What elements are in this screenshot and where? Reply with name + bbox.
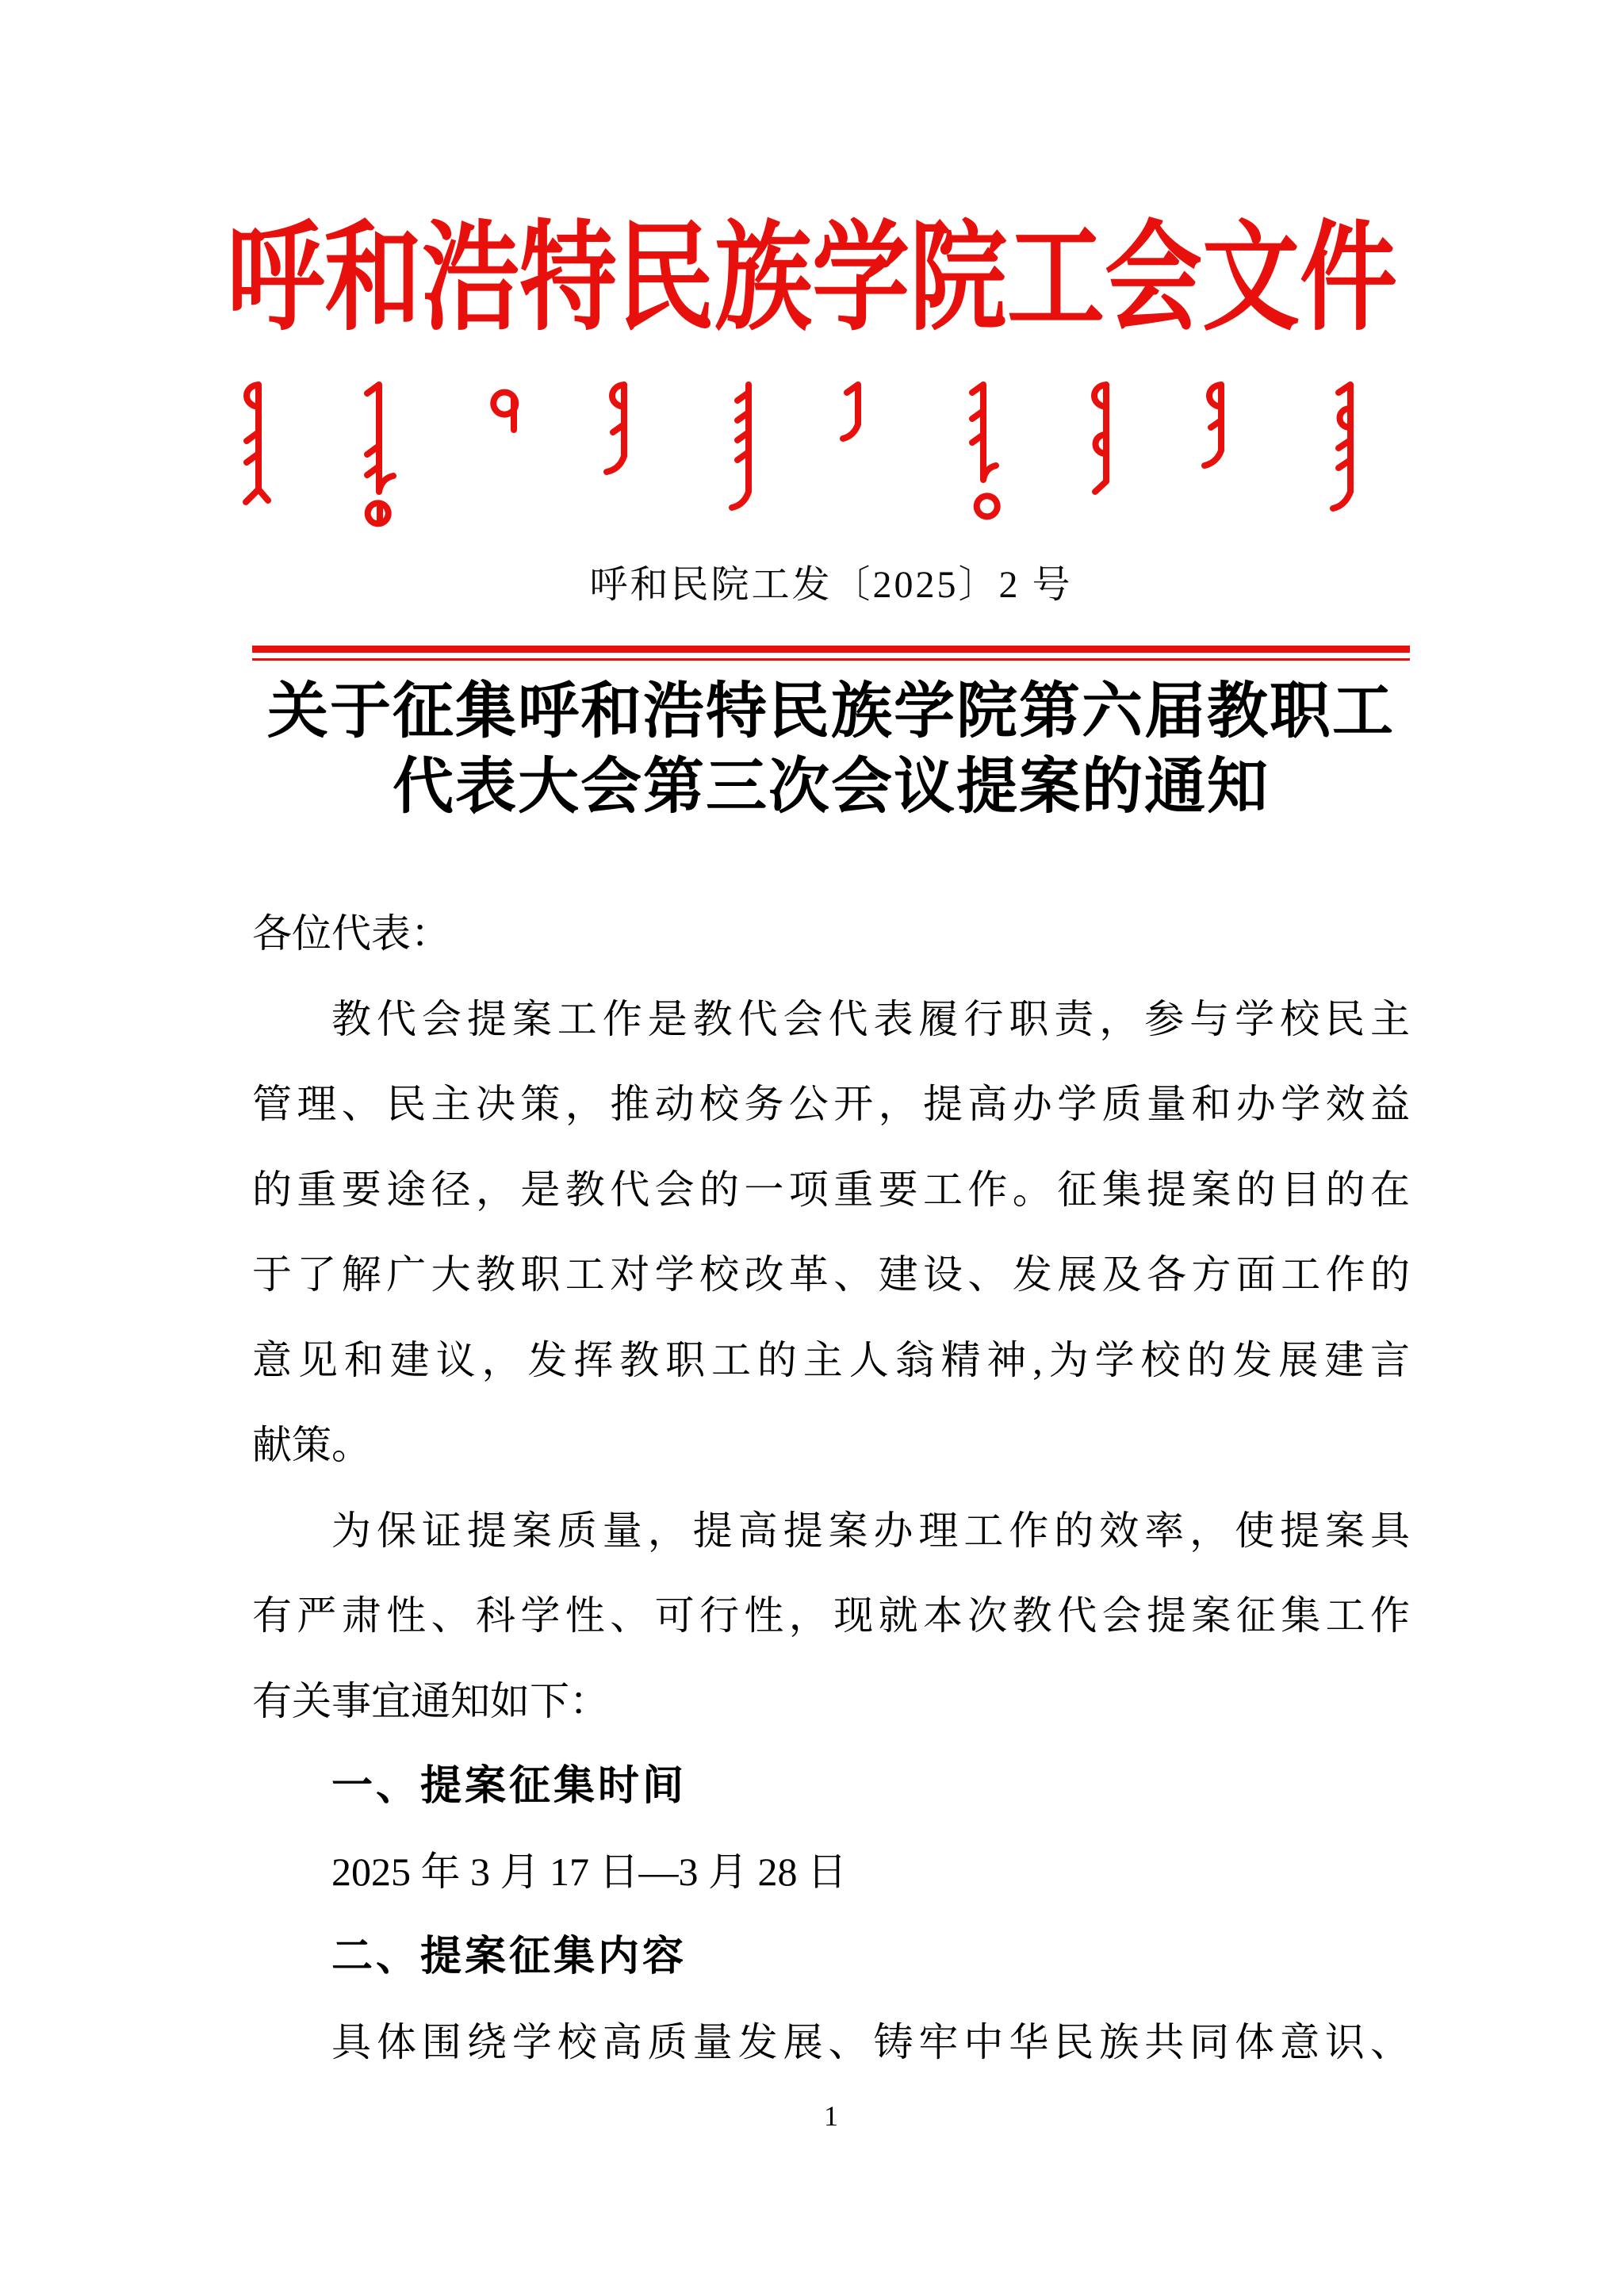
body-line: 于了解广大教职工对学校改革、建设、发展及各方面工作的 <box>252 1252 1410 1297</box>
proposal-period: 2025 年 3 月 17 日—3 月 28 日 <box>331 1849 847 1894</box>
body-line: 有严肃性、科学性、可行性，现就本次教代会提案征集工作 <box>252 1593 1410 1638</box>
body-line: 的重要途径，是教代会的一项重要工作。征集提案的目的在 <box>252 1167 1410 1212</box>
body-line: 有关事宜通知如下： <box>252 1678 609 1723</box>
document-body <box>252 891 1410 2085</box>
red-rule-thick <box>252 646 1410 653</box>
body-line: 为保证提案质量，提高提案办理工作的效率，使提案具 <box>331 1508 1410 1553</box>
body-line: 管理、民主决策，推动校务公开，提高办学质量和办学效益 <box>252 1082 1410 1126</box>
document-title-line-2: 代表大会第三次会议提案的通知 <box>393 753 1270 821</box>
body-line: 教代会提案工作是教代会代表履行职责，参与学校民主 <box>331 996 1410 1041</box>
body-line: 献策。 <box>252 1423 371 1467</box>
mongolian-vertical-script-banner <box>0 373 1624 555</box>
body-line: 具体围绕学校高质量发展、铸牢中华民族共同体意识、 <box>331 2019 1410 2064</box>
document-title <box>252 674 1410 825</box>
salutation: 各位代表： <box>252 911 450 956</box>
section-1-heading: 一、提案征集时间 <box>331 1763 688 1809</box>
mongolian-script-graphic <box>0 373 1624 555</box>
letterhead-org-title <box>0 208 1624 351</box>
section-2-heading: 二、提案征集内容 <box>331 1934 688 1980</box>
body-line: 意见和建议，发挥教职工的主人翁精神,为学校的发展建言 <box>252 1337 1410 1382</box>
page-number: 1 <box>824 2100 838 2132</box>
letterhead-org-title-text: 呼和浩特民族学院工会文件 <box>226 213 1397 345</box>
document-number: 呼和民院工发〔2025〕2 号 <box>589 564 1073 606</box>
document-title-line-1: 关于征集呼和浩特民族学院第六届教职工 <box>267 677 1395 746</box>
red-rule-thin <box>252 658 1410 661</box>
